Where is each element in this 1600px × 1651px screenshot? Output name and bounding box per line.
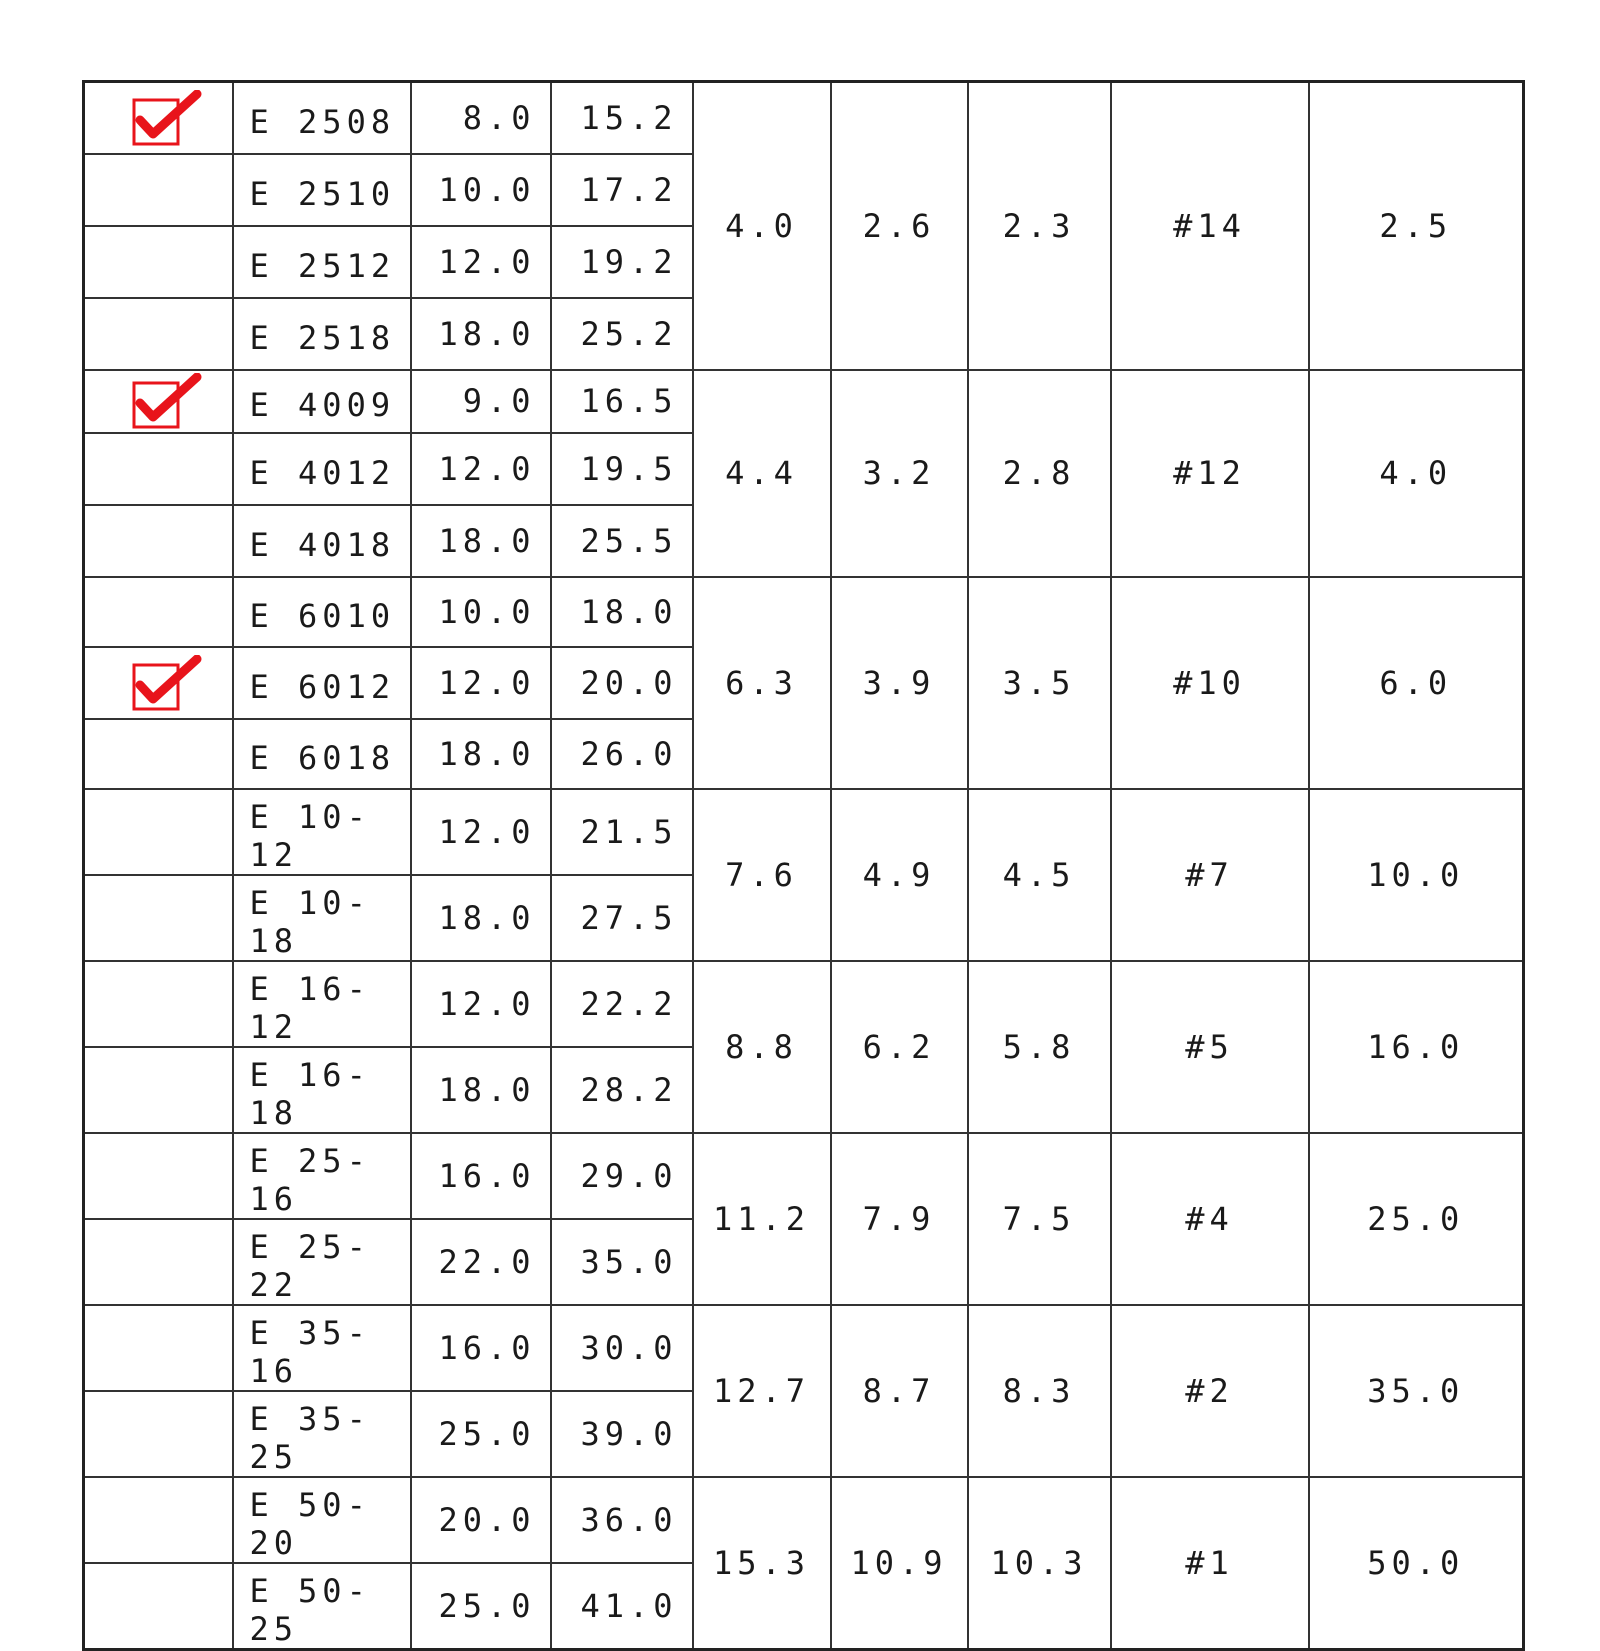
length-cell: 12.0 xyxy=(411,961,551,1047)
selection-cell xyxy=(84,1391,233,1477)
part-code-cell: E 25-16 xyxy=(233,1133,411,1219)
selection-cell xyxy=(84,370,233,433)
d2-cell: 10.9 xyxy=(831,1477,968,1650)
selection-cell xyxy=(84,298,233,370)
part-code-cell: E 16-18 xyxy=(233,1047,411,1133)
spec-table xyxy=(82,80,1525,1651)
table-row xyxy=(84,961,1524,1047)
part-code-cell: E 16-12 xyxy=(233,961,411,1047)
mm2-cell: 2.5 xyxy=(1309,82,1524,370)
d2-cell: 4.9 xyxy=(831,789,968,961)
part-code-cell: E 4012 xyxy=(233,433,411,505)
total-length-cell: 36.0 xyxy=(551,1477,693,1563)
spec-table-body xyxy=(84,82,1524,1650)
length-cell: 12.0 xyxy=(411,226,551,298)
total-length-cell: 19.2 xyxy=(551,226,693,298)
awg-cell: #4 xyxy=(1111,1133,1309,1305)
table-row xyxy=(84,82,1524,154)
length-cell: 25.0 xyxy=(411,1563,551,1650)
part-code-cell: E 50-25 xyxy=(233,1563,411,1650)
total-length-cell: 41.0 xyxy=(551,1563,693,1650)
selection-cell xyxy=(84,82,233,154)
mm2-cell: 50.0 xyxy=(1309,1477,1524,1650)
d1-cell: 11.2 xyxy=(693,1133,831,1305)
awg-cell: #10 xyxy=(1111,577,1309,789)
total-length-cell: 16.5 xyxy=(551,370,693,433)
selection-cell xyxy=(84,1563,233,1650)
part-code-cell: E 2512 xyxy=(233,226,411,298)
d1-cell: 4.0 xyxy=(693,82,831,370)
part-code-cell: E 10-12 xyxy=(233,789,411,875)
awg-cell: #1 xyxy=(1111,1477,1309,1650)
length-cell: 20.0 xyxy=(411,1477,551,1563)
total-length-cell: 35.0 xyxy=(551,1219,693,1305)
length-cell: 10.0 xyxy=(411,577,551,647)
selection-cell xyxy=(84,226,233,298)
total-length-cell: 21.5 xyxy=(551,789,693,875)
d3-cell: 10.3 xyxy=(968,1477,1111,1650)
d3-cell: 4.5 xyxy=(968,789,1111,961)
red-check-icon xyxy=(131,373,203,429)
table-row xyxy=(84,370,1524,433)
part-code-cell: E 35-16 xyxy=(233,1305,411,1391)
part-code-cell: E 2508 xyxy=(233,82,411,154)
selection-cell xyxy=(84,719,233,789)
d3-cell: 8.3 xyxy=(968,1305,1111,1477)
total-length-cell: 15.2 xyxy=(551,82,693,154)
awg-cell: #14 xyxy=(1111,82,1309,370)
mm2-cell: 16.0 xyxy=(1309,961,1524,1133)
total-length-cell: 27.5 xyxy=(551,875,693,961)
length-cell: 12.0 xyxy=(411,789,551,875)
length-cell: 18.0 xyxy=(411,1047,551,1133)
part-code-cell: E 10-18 xyxy=(233,875,411,961)
d2-cell: 2.6 xyxy=(831,82,968,370)
table-row xyxy=(84,1477,1524,1563)
part-code-cell: E 25-22 xyxy=(233,1219,411,1305)
awg-cell: #2 xyxy=(1111,1305,1309,1477)
total-length-cell: 39.0 xyxy=(551,1391,693,1477)
total-length-cell: 25.2 xyxy=(551,298,693,370)
d2-cell: 8.7 xyxy=(831,1305,968,1477)
d1-cell: 7.6 xyxy=(693,789,831,961)
total-length-cell: 18.0 xyxy=(551,577,693,647)
total-length-cell: 19.5 xyxy=(551,433,693,505)
part-code-cell: E 6012 xyxy=(233,647,411,719)
red-check-icon xyxy=(131,655,203,711)
d3-cell: 7.5 xyxy=(968,1133,1111,1305)
selection-cell xyxy=(84,1133,233,1219)
d1-cell: 4.4 xyxy=(693,370,831,577)
part-code-cell: E 4018 xyxy=(233,505,411,577)
selection-cell xyxy=(84,505,233,577)
length-cell: 22.0 xyxy=(411,1219,551,1305)
selection-cell xyxy=(84,789,233,875)
total-length-cell: 28.2 xyxy=(551,1047,693,1133)
d2-cell: 7.9 xyxy=(831,1133,968,1305)
d3-cell: 3.5 xyxy=(968,577,1111,789)
part-code-cell: E 35-25 xyxy=(233,1391,411,1477)
selection-cell xyxy=(84,1047,233,1133)
part-code-cell: E 2510 xyxy=(233,154,411,226)
table-row xyxy=(84,1305,1524,1391)
length-cell: 12.0 xyxy=(411,433,551,505)
table-row xyxy=(84,1133,1524,1219)
length-cell: 10.0 xyxy=(411,154,551,226)
total-length-cell: 30.0 xyxy=(551,1305,693,1391)
d1-cell: 12.7 xyxy=(693,1305,831,1477)
mm2-cell: 10.0 xyxy=(1309,789,1524,961)
selection-cell xyxy=(84,1305,233,1391)
length-cell: 16.0 xyxy=(411,1305,551,1391)
d3-cell: 2.8 xyxy=(968,370,1111,577)
selection-cell xyxy=(84,875,233,961)
total-length-cell: 26.0 xyxy=(551,719,693,789)
d2-cell: 3.9 xyxy=(831,577,968,789)
length-cell: 9.0 xyxy=(411,370,551,433)
red-check-icon xyxy=(131,90,203,146)
part-code-cell: E 50-20 xyxy=(233,1477,411,1563)
d2-cell: 3.2 xyxy=(831,370,968,577)
d1-cell: 8.8 xyxy=(693,961,831,1133)
mm2-cell: 4.0 xyxy=(1309,370,1524,577)
part-code-cell: E 6018 xyxy=(233,719,411,789)
d3-cell: 5.8 xyxy=(968,961,1111,1133)
selection-cell xyxy=(84,577,233,647)
table-row xyxy=(84,577,1524,647)
selection-cell xyxy=(84,1219,233,1305)
selection-cell xyxy=(84,433,233,505)
part-code-cell: E 4009 xyxy=(233,370,411,433)
mm2-cell: 6.0 xyxy=(1309,577,1524,789)
d3-cell: 2.3 xyxy=(968,82,1111,370)
length-cell: 18.0 xyxy=(411,719,551,789)
part-code-cell: E 2518 xyxy=(233,298,411,370)
part-code-cell: E 6010 xyxy=(233,577,411,647)
awg-cell: #12 xyxy=(1111,370,1309,577)
length-cell: 18.0 xyxy=(411,298,551,370)
d1-cell: 6.3 xyxy=(693,577,831,789)
length-cell: 18.0 xyxy=(411,875,551,961)
d1-cell: 15.3 xyxy=(693,1477,831,1650)
length-cell: 16.0 xyxy=(411,1133,551,1219)
selection-cell xyxy=(84,961,233,1047)
total-length-cell: 22.2 xyxy=(551,961,693,1047)
total-length-cell: 17.2 xyxy=(551,154,693,226)
selection-cell xyxy=(84,1477,233,1563)
total-length-cell: 20.0 xyxy=(551,647,693,719)
table-row xyxy=(84,789,1524,875)
length-cell: 12.0 xyxy=(411,647,551,719)
mm2-cell: 25.0 xyxy=(1309,1133,1524,1305)
d2-cell: 6.2 xyxy=(831,961,968,1133)
length-cell: 18.0 xyxy=(411,505,551,577)
awg-cell: #5 xyxy=(1111,961,1309,1133)
selection-cell xyxy=(84,154,233,226)
total-length-cell: 25.5 xyxy=(551,505,693,577)
length-cell: 25.0 xyxy=(411,1391,551,1477)
length-cell: 8.0 xyxy=(411,82,551,154)
awg-cell: #7 xyxy=(1111,789,1309,961)
selection-cell xyxy=(84,647,233,719)
mm2-cell: 35.0 xyxy=(1309,1305,1524,1477)
total-length-cell: 29.0 xyxy=(551,1133,693,1219)
